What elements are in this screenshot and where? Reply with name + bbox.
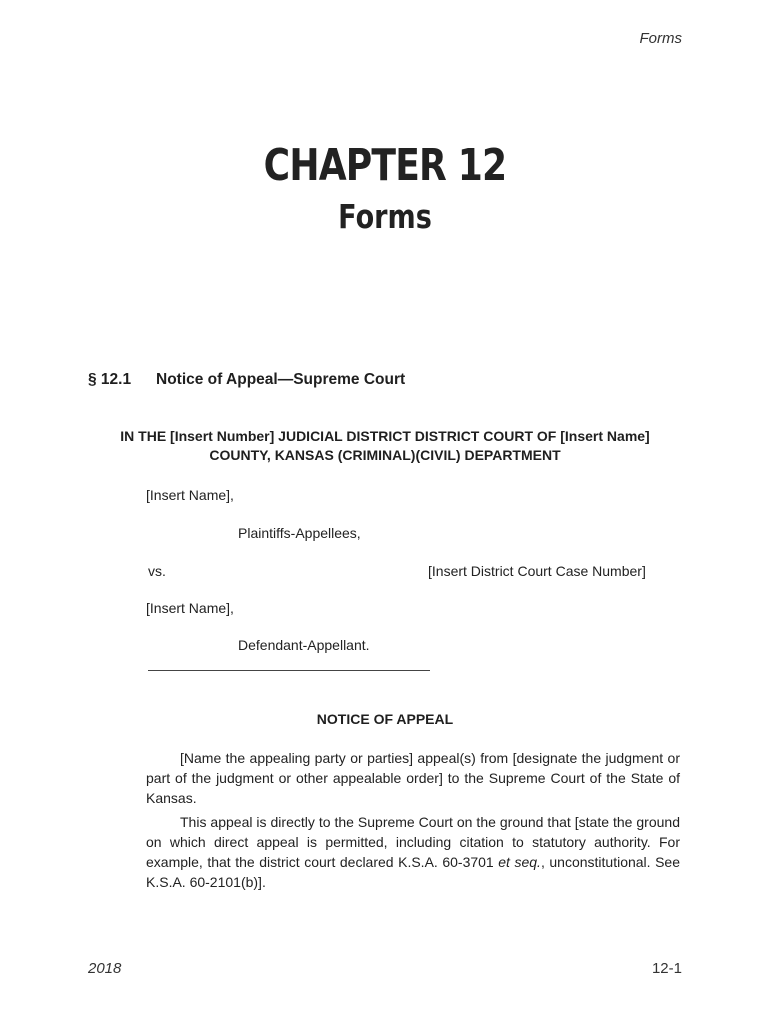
versus-label: vs. [148,563,166,579]
notice-paragraph-2-italic: et seq. [498,854,541,870]
case-number: [Insert District Court Case Number] [428,563,646,579]
running-header: Forms [639,30,682,47]
caption-divider [148,670,430,671]
notice-heading: NOTICE OF APPEAL [316,711,454,727]
chapter-subtitle: Forms [338,197,432,236]
defendant-role: Defendant-Appellant. [238,637,370,653]
footer-page-number: 12-1 [651,960,682,977]
section-title: Notice of Appeal—Supreme Court [156,371,406,388]
defendant-name: [Insert Name], [146,600,234,616]
court-caption-line-1: IN THE [Insert Number] JUDICIAL DISTRICT DISTRICT COURT OF [Insert Name] [120,428,650,444]
footer-year: 2018 [88,960,122,977]
section-heading [88,371,405,389]
court-caption [60,427,710,465]
notice-paragraph-2-start: This appeal is directly to the Supreme Court on the ground that [state the ground on which direct appeal is permitted, including citation to statutory authority. For example, that the district court declared K.S.A. 60-3701 [146,814,680,870]
plaintiff-name: [Insert Name], [146,487,234,503]
chapter-title: CHAPTER 12 [263,140,507,191]
section-number: § 12.1 [88,371,132,388]
plaintiff-role: Plaintiffs-Appellees, [238,525,361,541]
notice-paragraph-2 [146,812,680,892]
court-caption-line-2: COUNTY, KANSAS (CRIMINAL)(CIVIL) DEPARTMENT [209,447,561,463]
notice-paragraph-1: [Name the appealing party or parties] appeal(s) from [designate the judgment or part of the judgment or other appealable order] to the Supreme Court of the State of Kansas. [146,750,680,806]
notice-paragraph-2-end: , unconstitutional. See K.S.A. 60-2101(b)]. [146,854,681,890]
